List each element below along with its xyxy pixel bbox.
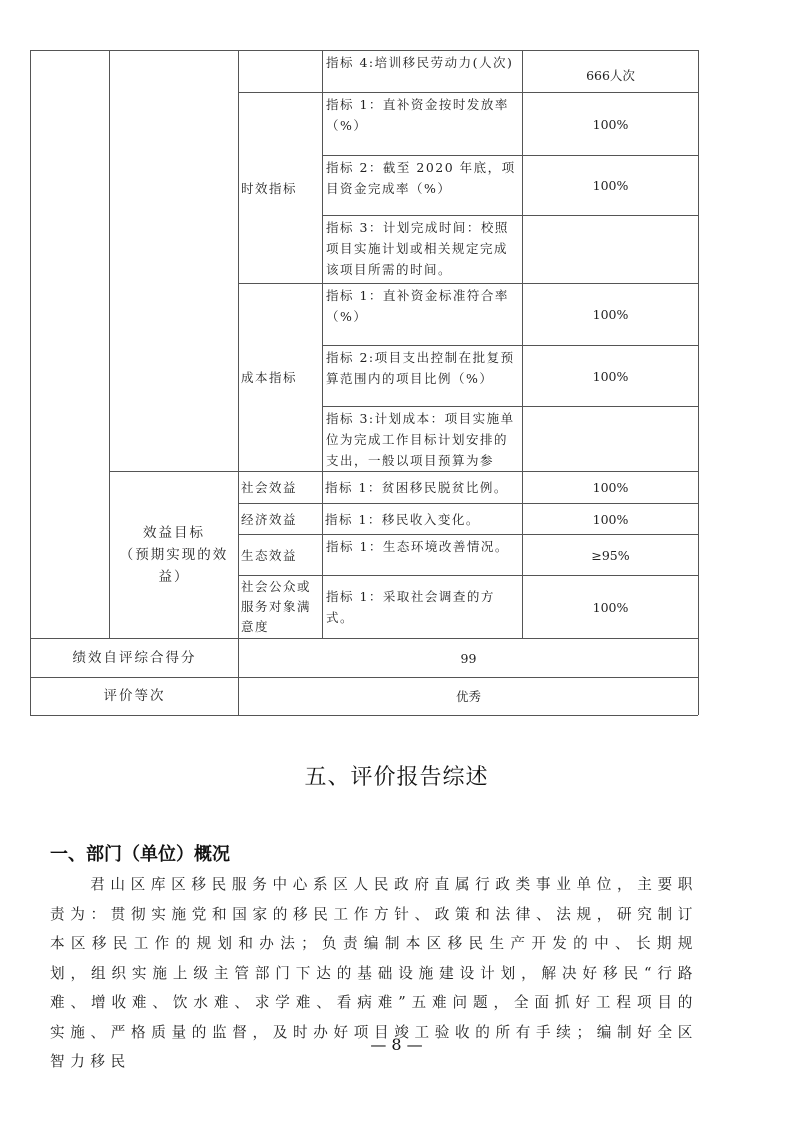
indicator-cell: 指标 4:培训移民劳动力(人次) xyxy=(326,55,514,70)
score-value: 99 xyxy=(460,650,477,666)
indicator-cell: 指标 1：采取社会调查的方式。 xyxy=(326,589,495,625)
benefit-goal-line1: 效益目标 xyxy=(143,525,205,541)
indicator-cell: 指标 1：生态环境改善情况。 xyxy=(326,539,509,554)
category-cell: 社会公众或服务对象满意度 xyxy=(241,579,312,634)
table-border-right xyxy=(698,50,699,715)
benefit-goal-line3: 益） xyxy=(158,569,190,585)
section-title: 五、评价报告综述 xyxy=(304,765,489,790)
indicator-cell: 指标 1：直补资金标准符合率（%） xyxy=(326,288,509,324)
indicator-cell: 指标 1：移民收入变化。 xyxy=(325,511,480,527)
indicator-cell: 指标 2:项目支出控制在批复预算范围内的项目比例（%） xyxy=(326,350,515,386)
indicator-cell: 指标 1：直补资金按时发放率（%） xyxy=(326,97,509,133)
grade-label: 评价等次 xyxy=(103,688,166,704)
value-cell: 100% xyxy=(592,307,629,322)
value-cell: 100% xyxy=(592,116,629,132)
table-border-left xyxy=(30,50,31,715)
category-cell-timeliness: 时效指标 xyxy=(241,180,298,196)
indicator-cell: 指标 3:计划成本：项目实施单位为完成工作目标计划安排的支出，一般以项目预算为参 xyxy=(326,411,515,468)
benefit-goal-line2: （预期实现的效 xyxy=(119,547,229,563)
indicator-cell: 指标 2：截至 2020 年底，项目资金完成率（%） xyxy=(326,160,516,196)
paragraph-text: 君山区库区移民服务中心系区人民政府直属行政类事业单位，主要职责为：贯彻实施党和国家的移民工作方针、政策和法律、法规，研究制订本区移民工作的规划和办法；负责编制本区移民生产开发的中、长期规划，组织实施上级主管部门下达的基础设施建设计划，解决好移民“行路难、增收难、饮水难、求学难、看病难”五难问题，全面抓好工程项目的实施、严格质量的监督，及时办好项目竣工验收的所有手续；编制好全区智力移民 xyxy=(50,876,698,1070)
indicator-cell: 指标 3：计划完成时间：校照项目实施计划或相关规定完成该项目所需的时间。 xyxy=(326,220,509,277)
subsection-title: 一、部门（单位）概况 xyxy=(50,844,230,865)
category-cell: 社会效益 xyxy=(241,480,298,495)
grade-value: 优秀 xyxy=(455,689,481,704)
indicator-cell: 指标 1：贫困移民脱贫比例。 xyxy=(325,480,508,495)
table-border-bottom xyxy=(30,715,698,716)
value-cell: 100% xyxy=(592,480,629,495)
value-cell: 100% xyxy=(592,178,629,193)
score-label: 绩效自评综合得分 xyxy=(72,649,197,666)
value-cell: 100% xyxy=(592,368,629,384)
value-cell xyxy=(523,407,698,471)
page-number: — 8 — xyxy=(370,1035,423,1054)
value-cell: 666人次 xyxy=(586,68,635,83)
benefit-goal-cell xyxy=(110,472,238,638)
value-cell: ≥95% xyxy=(591,547,630,563)
value-cell: 100% xyxy=(592,511,629,527)
category-cell: 经济效益 xyxy=(241,511,298,527)
value-cell xyxy=(523,216,698,283)
category-cell: 生态效益 xyxy=(241,547,298,563)
value-cell: 100% xyxy=(592,599,629,615)
category-cell-cost: 成本指标 xyxy=(241,370,298,385)
